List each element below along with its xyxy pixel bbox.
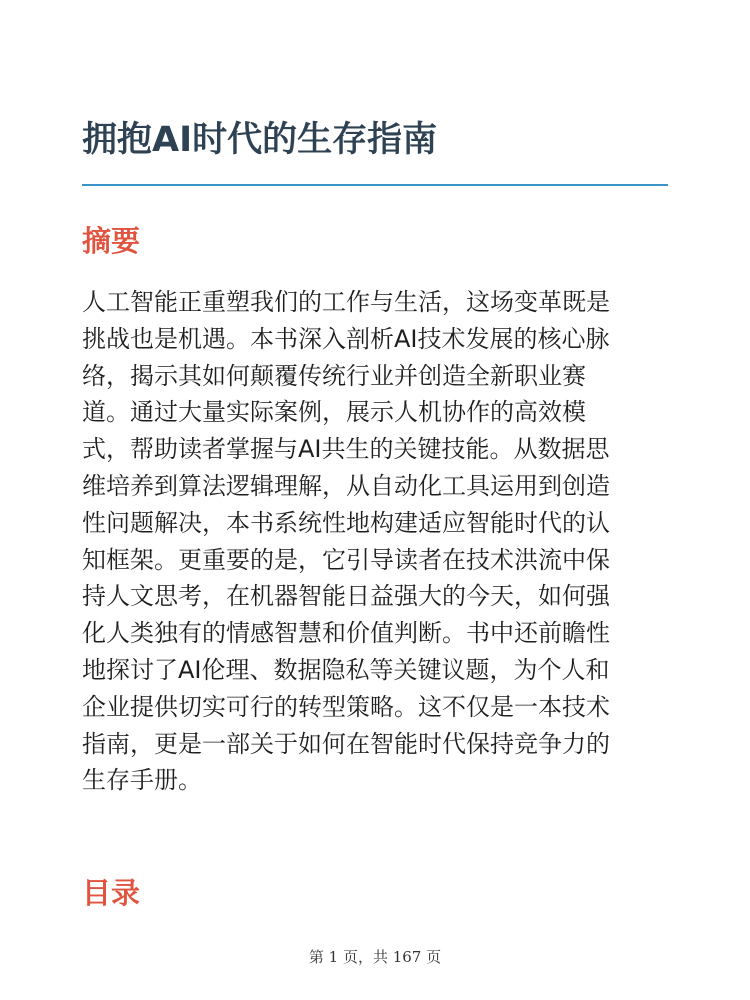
abstract-line: 持人文思考，在机器智能日益强大的今天，如何强 <box>82 582 610 611</box>
abstract-heading: 摘要 <box>82 224 141 258</box>
abstract-line: 生存手册。 <box>82 766 202 795</box>
abstract-line: 人工智能正重塑我们的工作与生活，这场变革既是 <box>82 288 610 316</box>
abstract-line: 挑战也是机遇。本书深入剖析AI技术发展的核心脉 <box>82 324 610 353</box>
abstract-line: 化人类独有的情感智慧和价值判断。书中还前瞻性 <box>82 619 610 648</box>
abstract-line: 企业提供切实可行的转型策略。这不仅是一本技术 <box>82 692 610 721</box>
page-number: 第 1 页，共 167 页 <box>308 948 442 966</box>
document-title: 拥抱AI时代的生存指南 <box>82 120 438 160</box>
abstract-line: 性问题解决，本书系统性地构建适应智能时代的认 <box>82 508 610 537</box>
title-divider <box>82 184 668 186</box>
abstract-body <box>82 284 672 799</box>
abstract-line: 维培养到算法逻辑理解，从自动化工具运用到创造 <box>82 471 610 500</box>
abstract-line: 地探讨了AI伦理、数据隐私等关键议题，为个人和 <box>82 655 610 684</box>
abstract-line: 指南，更是一部关于如何在智能时代保持竞争力的 <box>82 729 610 758</box>
abstract-line: 道。通过大量实际案例，展示人机协作的高效模 <box>82 398 586 427</box>
abstract-line: 络，揭示其如何颠覆传统行业并创造全新职业赛 <box>82 361 586 390</box>
toc-heading: 目录 <box>82 876 141 910</box>
abstract-line: 式，帮助读者掌握与AI共生的关键技能。从数据思 <box>82 435 610 464</box>
abstract-line: 知框架。更重要的是，它引导读者在技术洪流中保 <box>82 545 610 574</box>
